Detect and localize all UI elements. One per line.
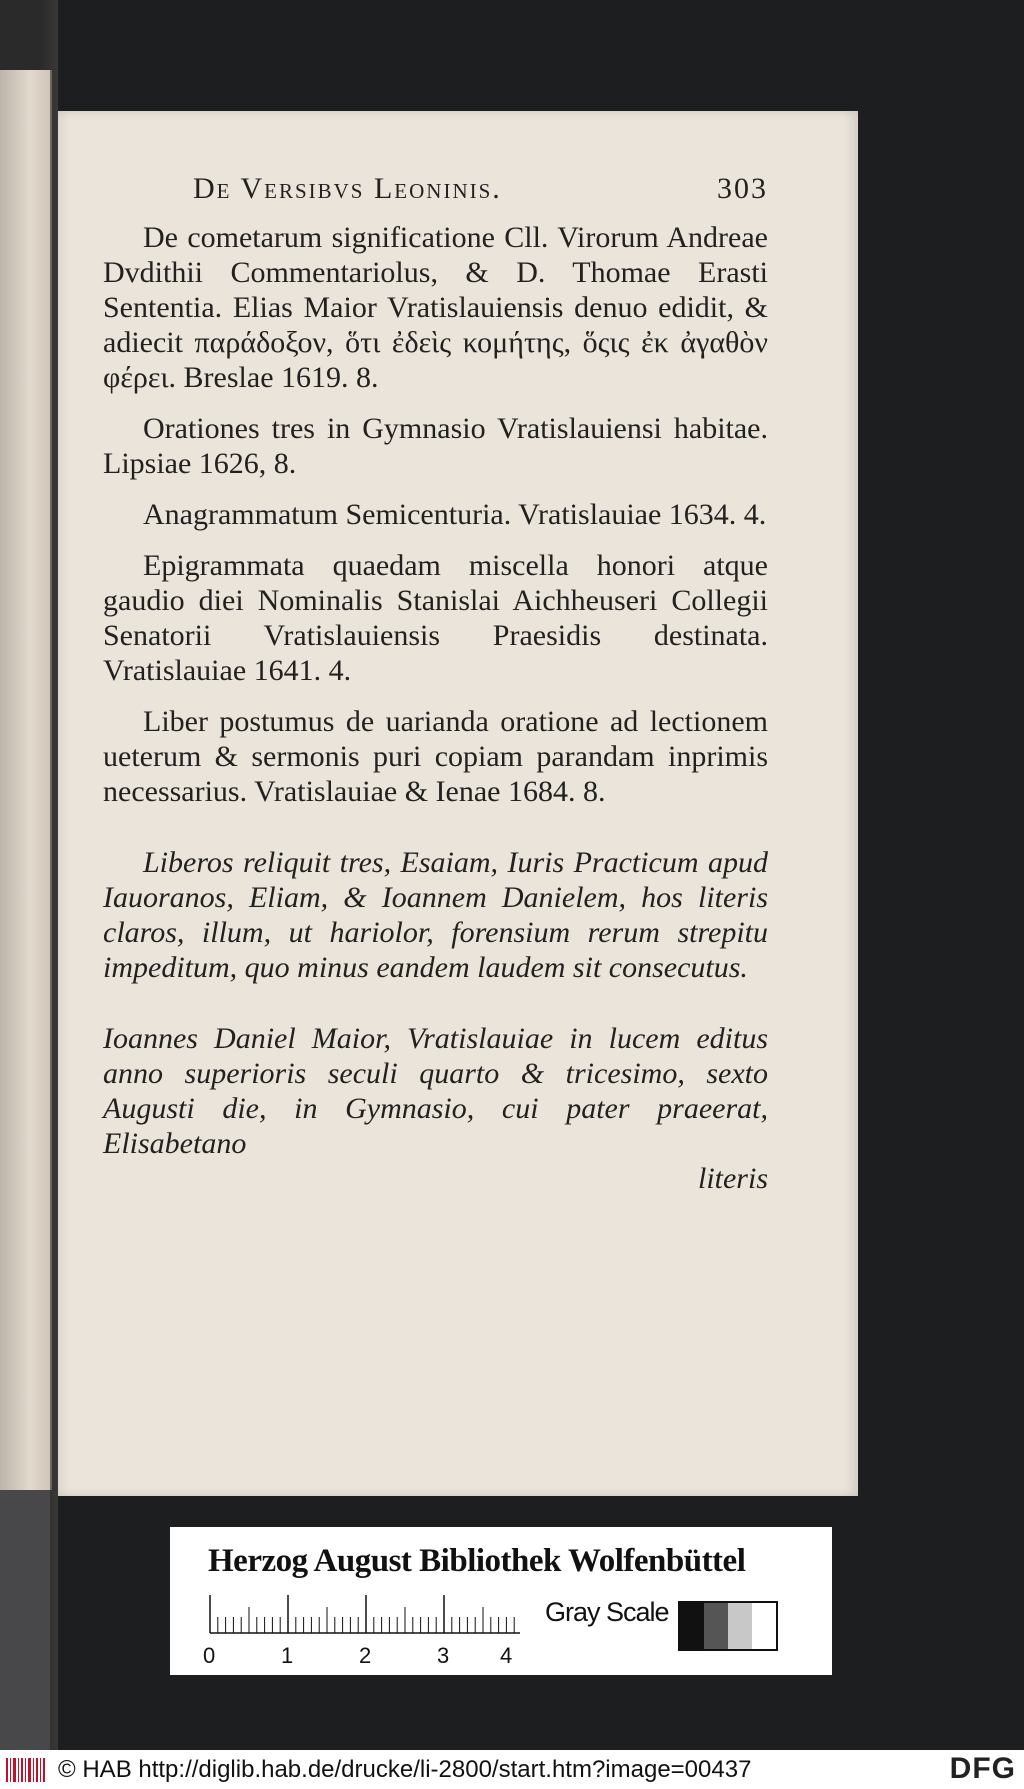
bibliography-entry: De cometarum significatione Cll. Virorum Andreae Dvdithii Commentariolus, & D. Thomae Erasti Sententia. Elias Maior Vratislauiensis denuo edidit, & adiecit παράδοξον, ὅτι ἐδεὶς κομήτης, ὅςις ἐκ ἀγαθὸν φέρει. Breslae 1619. 8. bbox=[103, 221, 768, 394]
footer-bar bbox=[0, 1750, 1024, 1789]
bibliography-entry: Epigrammata quaedam miscella honori atque gaudio diei Nominalis Stanislai Aichheuseri Collegii Senatorii Vratislauiensis Praesidis destinata. Vratislauiae 1641. 4. bbox=[103, 549, 768, 687]
gray-patch bbox=[728, 1603, 752, 1649]
previous-page-edge bbox=[0, 70, 52, 1490]
ruler-label: 0 bbox=[203, 1643, 216, 1668]
gray-patch bbox=[704, 1603, 728, 1649]
ruler-label: 1 bbox=[281, 1643, 294, 1668]
page-text-block bbox=[103, 171, 768, 1196]
bibliography-entry: Orationes tres in Gymnasio Vratislauiensi habitae. Lipsiae 1626, 8. bbox=[103, 412, 768, 480]
measurement-ruler bbox=[200, 1593, 520, 1673]
library-name: Herzog August Bibliothek Wolfenbüttel bbox=[208, 1543, 746, 1579]
ruler-label: 2 bbox=[359, 1643, 372, 1668]
ruler-label: 4 bbox=[500, 1643, 513, 1668]
gray-patch bbox=[752, 1603, 776, 1649]
running-head-title: De Versibvs Leoninis. bbox=[193, 172, 502, 205]
copyright-link[interactable]: © HAB http://diglib.hab.de/drucke/li-2800/start.htm?image=00437 bbox=[58, 1755, 752, 1783]
running-header bbox=[103, 171, 768, 206]
biography-paragraph: Ioannes Daniel Maior, Vratislauiae in lucem editus anno superioris seculi quarto & tricesimo, sexto Augusti die, in Gymnasio, cui pater praeerat, Elisabetano bbox=[103, 1022, 768, 1160]
gray-patch bbox=[680, 1603, 704, 1649]
catchword: literis bbox=[697, 1162, 768, 1195]
barcode-icon bbox=[6, 1755, 46, 1785]
children-paragraph: Liberos reliquit tres, Esaiam, Iuris Practicum apud Iauoranos, Eliam, & Ioannem Danielem, hos literis claros, illum, ut hariolor, forensium rerum strepitu impeditum, quo minus eandem laudem sit consecutus. bbox=[103, 846, 768, 984]
gray-scale-patches bbox=[678, 1601, 778, 1651]
page-number: 303 bbox=[717, 172, 768, 205]
bibliography-entry: Liber postumus de uarianda oratione ad lectionem ueterum & sermonis puri copiam parandam inprimis necessarius. Vratislauiae & Ienae 1684. 8. bbox=[103, 705, 768, 808]
color-calibration-card bbox=[170, 1527, 832, 1675]
bibliography-entry: Anagrammatum Semicenturia. Vratislauiae 1634. 4. bbox=[143, 498, 767, 531]
left-scan-margin-lower bbox=[0, 1490, 50, 1750]
gray-scale-label: Gray Scale bbox=[545, 1597, 669, 1627]
book-page bbox=[58, 111, 858, 1496]
dfg-logo: DFG bbox=[949, 1752, 1016, 1785]
ruler-label: 3 bbox=[437, 1643, 450, 1668]
